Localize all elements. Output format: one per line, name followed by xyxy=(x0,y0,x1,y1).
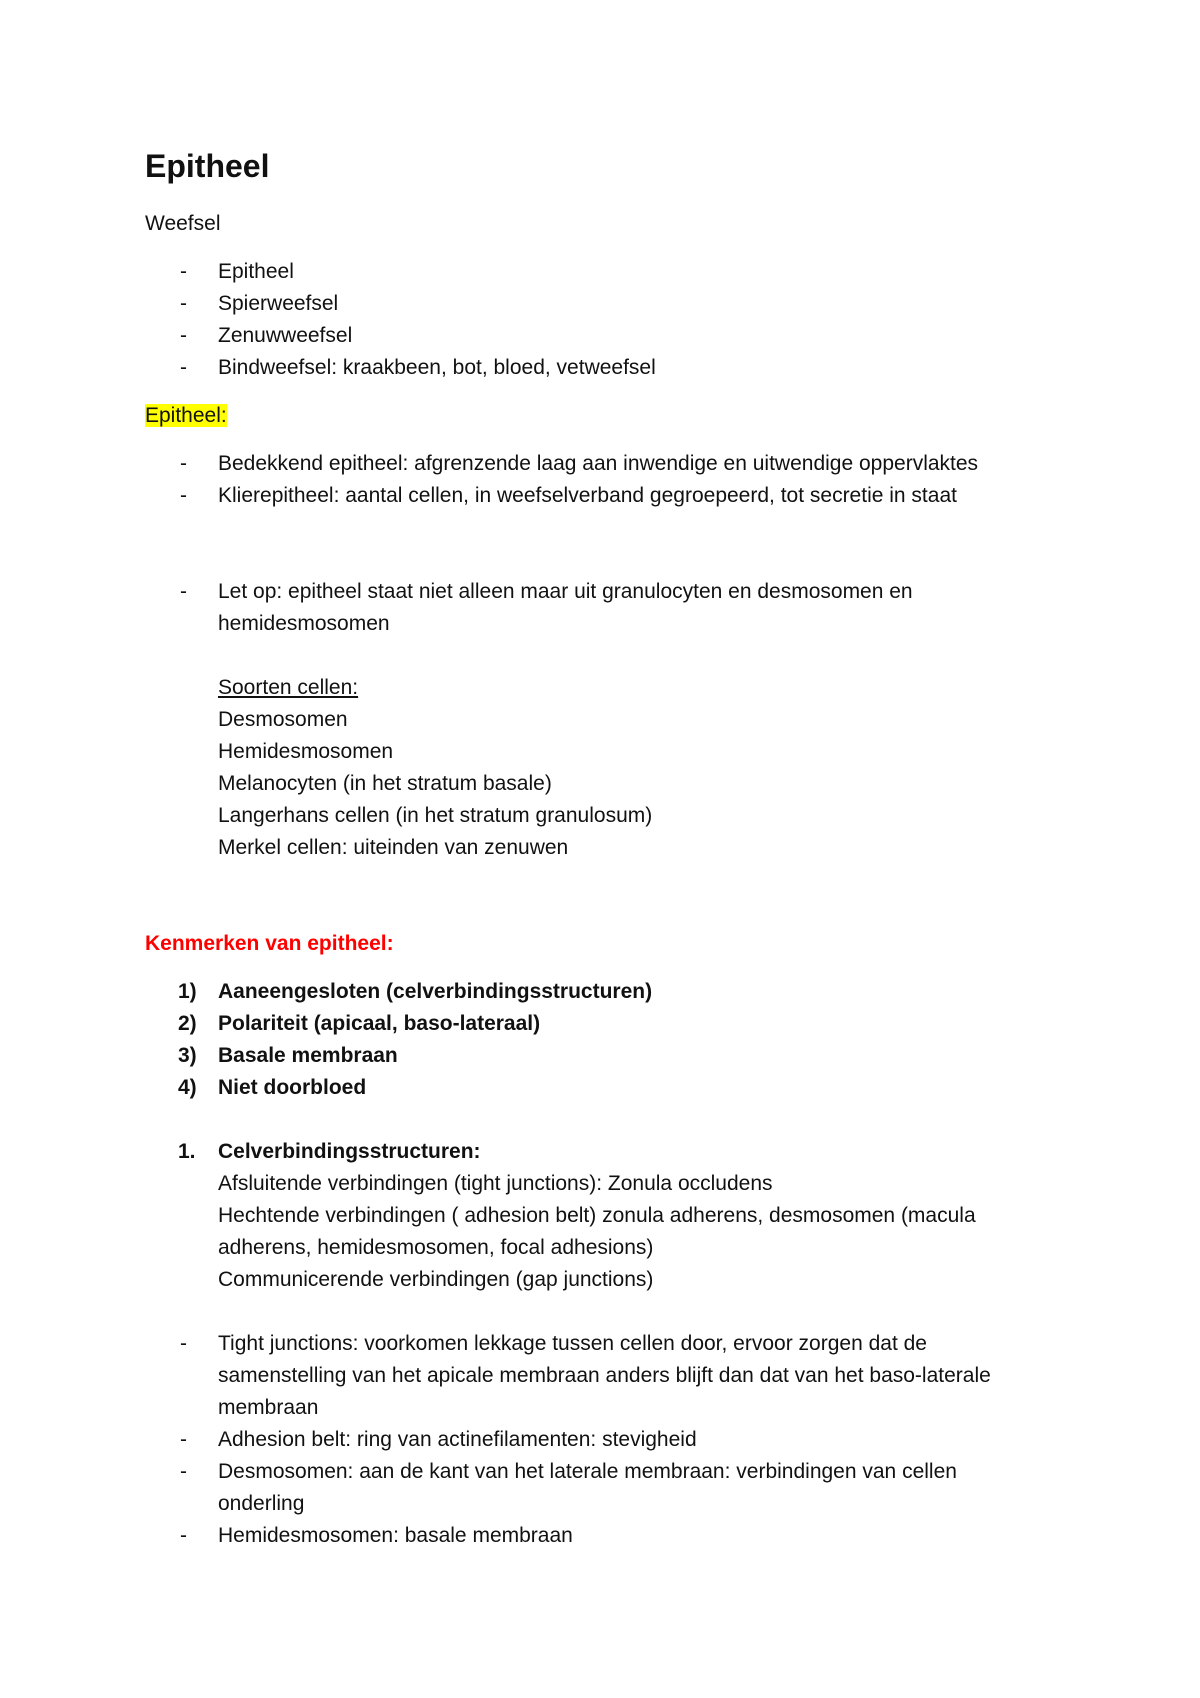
page-title: Epitheel xyxy=(145,148,270,184)
ordered-list-number: 3) xyxy=(178,1044,197,1067)
section-line: Communicerende verbindingen (gap junctions) xyxy=(218,1268,654,1291)
list-bullet: - xyxy=(180,1332,187,1355)
list-item: Epitheel xyxy=(218,260,294,283)
detail-line: Tight junctions: voorkomen lekkage tussen cellen door, ervoor zorgen dat de xyxy=(218,1332,927,1355)
highlighted-heading-text: Epitheel: xyxy=(145,404,227,427)
soorten-item: Melanocyten (in het stratum basale) xyxy=(218,772,552,795)
detail-line: membraan xyxy=(218,1396,319,1419)
list-bullet: - xyxy=(180,292,187,315)
list-item: Zenuwweefsel xyxy=(218,324,353,347)
detail-line: onderling xyxy=(218,1492,305,1515)
kenmerken-item: Aaneengesloten (celverbindingsstructuren) xyxy=(218,980,653,1003)
ordered-list-number: 4) xyxy=(178,1076,197,1099)
list-bullet: - xyxy=(180,356,187,379)
kenmerken-heading: Kenmerken van epitheel: xyxy=(145,932,394,955)
section-line: adherens, hemidesmosomen, focal adhesions) xyxy=(218,1236,654,1259)
list-item: Bedekkend epitheel: afgrenzende laag aan inwendige en uitwendige oppervlaktes xyxy=(218,452,979,475)
list-item: Spierweefsel xyxy=(218,292,339,315)
list-bullet: - xyxy=(180,452,187,475)
list-bullet: - xyxy=(180,580,187,603)
kenmerken-item: Polariteit (apicaal, baso-lateraal) xyxy=(218,1012,541,1035)
soorten-cellen-heading: Soorten cellen: xyxy=(218,676,359,699)
list-bullet: - xyxy=(180,1524,187,1547)
section-number: 1. xyxy=(178,1140,196,1163)
soorten-item: Langerhans cellen (in het stratum granulosum) xyxy=(218,804,653,827)
kenmerken-item: Basale membraan xyxy=(218,1044,398,1067)
list-bullet: - xyxy=(180,484,187,507)
let-op-line-2: hemidesmosomen xyxy=(218,612,390,635)
detail-line: samenstelling van het apicale membraan anders blijft dan dat van het baso-laterale xyxy=(218,1364,991,1387)
soorten-item: Desmosomen xyxy=(218,708,348,731)
list-bullet: - xyxy=(180,1428,187,1451)
list-bullet: - xyxy=(180,260,187,283)
kenmerken-item: Niet doorbloed xyxy=(218,1076,367,1099)
weefsel-label: Weefsel xyxy=(145,212,221,235)
let-op-line-1: Let op: epitheel staat niet alleen maar uit granulocyten en desmosomen en xyxy=(218,580,913,603)
ordered-list-number: 1) xyxy=(178,980,197,1003)
epitheel-heading xyxy=(145,400,227,432)
section-heading: Celverbindingsstructuren: xyxy=(218,1140,481,1163)
list-bullet: - xyxy=(180,324,187,347)
section-line: Afsluitende verbindingen (tight junctions): Zonula occludens xyxy=(218,1172,773,1195)
detail-line: Desmosomen: aan de kant van het laterale membraan: verbindingen van cellen xyxy=(218,1460,957,1483)
soorten-item: Merkel cellen: uiteinden van zenuwen xyxy=(218,836,569,859)
detail-line: Hemidesmosomen: basale membraan xyxy=(218,1524,573,1547)
section-line: Hechtende verbindingen ( adhesion belt) zonula adherens, desmosomen (macula xyxy=(218,1204,976,1227)
list-item: Bindweefsel: kraakbeen, bot, bloed, vetweefsel xyxy=(218,356,656,379)
list-bullet: - xyxy=(180,1460,187,1483)
detail-line: Adhesion belt: ring van actinefilamenten: stevigheid xyxy=(218,1428,697,1451)
soorten-item: Hemidesmosomen xyxy=(218,740,394,763)
ordered-list-number: 2) xyxy=(178,1012,197,1035)
list-item: Klierepitheel: aantal cellen, in weefselverband gegroepeerd, tot secretie in staat xyxy=(218,484,957,507)
